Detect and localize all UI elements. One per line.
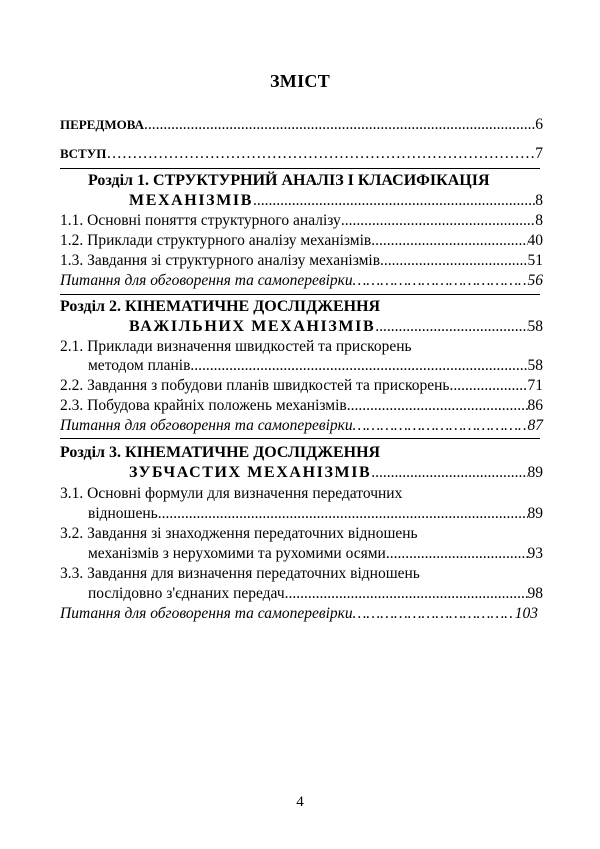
- dot-leader: [371, 464, 527, 482]
- toc-entry-page: 89: [527, 505, 543, 522]
- toc-entry-page: 87: [527, 417, 543, 434]
- toc-entry-label: 3.1. Основні формули для визначення передаточних: [60, 485, 403, 502]
- dot-leader: [106, 145, 535, 163]
- toc-entry-page: 51: [527, 252, 543, 269]
- dot-leader: [190, 357, 527, 375]
- toc-entry: [88, 545, 543, 563]
- toc-entry-label: Питання для обговорення та самоперевірки: [60, 605, 353, 622]
- toc-entry-label: 1.2. Приклади структурного аналізу механізмів: [60, 232, 372, 249]
- toc-entry-label: методом планів: [88, 357, 191, 374]
- toc-entry-page: 40: [527, 232, 543, 249]
- toc-entry-page: 93: [527, 545, 543, 562]
- toc-entry: [88, 585, 543, 603]
- toc-entry: [60, 232, 543, 250]
- divider: [60, 294, 540, 295]
- dot-leader: [347, 397, 528, 415]
- section-heading-line: [129, 318, 543, 336]
- dot-leader: [353, 605, 515, 623]
- toc-entry-label: 3.3. Завдання для визначення передаточних відношень: [60, 565, 420, 582]
- toc-entry-label: 1.3. Завдання зі структурного аналізу механізмів: [60, 252, 381, 269]
- section-heading: ВАЖІЛЬНИХ МЕХАНІЗМІВ: [129, 318, 376, 335]
- section-heading-line: [129, 192, 543, 210]
- dot-leader: [353, 417, 528, 435]
- toc-entry-page: 58: [527, 318, 543, 335]
- dot-leader: [375, 318, 527, 336]
- toc-entry-page: 71: [527, 377, 543, 394]
- toc-entry-page: 86: [527, 397, 543, 414]
- toc-entry-label: Питання для обговорення та самоперевірки: [60, 272, 353, 289]
- section-heading: Розділ 1. СТРУКТУРНИЙ АНАЛІЗ І КЛАСИФІКАЦІЯ: [88, 172, 490, 189]
- dot-leader: [380, 252, 527, 270]
- section-heading-line: [129, 464, 543, 482]
- section-heading: МЕХАНІЗМІВ: [129, 192, 253, 209]
- toc-entry-page: 6: [535, 116, 543, 133]
- section-heading: ЗУБЧАСТИХ МЕХАНІЗМІВ: [129, 464, 372, 481]
- dot-leader: [341, 212, 535, 230]
- dot-leader: [386, 545, 528, 563]
- toc-entry-page: 98: [527, 585, 543, 602]
- toc-entry-label: 3.2. Завдання зі знаходження передаточних відношень: [60, 525, 418, 542]
- divider: [60, 438, 540, 439]
- toc-entry: [60, 397, 543, 415]
- toc-entry-label: механізмів з нерухомими та рухомими осями: [88, 545, 386, 562]
- toc-entry: [88, 505, 543, 523]
- section-heading: Розділ 2. КІНЕМАТИЧНЕ ДОСЛІДЖЕННЯ: [60, 298, 381, 315]
- toc-entry-label: ВСТУП: [60, 146, 107, 161]
- dot-leader: [158, 505, 528, 523]
- toc-title: ЗМІСТ: [270, 71, 330, 91]
- toc-entry-questions: [60, 272, 543, 290]
- toc-entry-label: відношень: [88, 505, 158, 522]
- divider: [60, 168, 540, 169]
- dot-leader: [144, 116, 535, 134]
- dot-leader: [285, 585, 528, 603]
- toc-entry-page: 58: [527, 357, 543, 374]
- toc-entry-intro: [60, 145, 543, 163]
- toc-entry-page: 8: [535, 212, 543, 229]
- toc-entry: [88, 357, 543, 375]
- toc-entry-label: послідовно з'єднаних передач: [88, 585, 285, 602]
- section-heading: Розділ 3. КІНЕМАТИЧНЕ ДОСЛІДЖЕННЯ: [60, 444, 381, 461]
- toc-entry-label: 1.1. Основні поняття структурного аналізу: [60, 212, 341, 229]
- dot-leader: [449, 377, 527, 395]
- toc-entry-page: 56: [527, 272, 543, 289]
- toc-entry-label: 2.3. Побудова крайніх положень механізмів: [60, 397, 347, 414]
- toc-entry-page: 89: [527, 464, 543, 481]
- dot-leader: [253, 192, 535, 210]
- toc-entry-questions: [60, 417, 543, 435]
- page-number: 4: [296, 794, 304, 810]
- toc-entry-page: 8: [535, 192, 543, 209]
- dot-leader: [353, 272, 528, 290]
- toc-entry-questions: [60, 605, 538, 623]
- dot-leader: [371, 232, 527, 250]
- toc-entry-label: 2.1. Приклади визначення швидкостей та прискорень: [60, 338, 412, 355]
- toc-entry: [60, 212, 543, 230]
- toc-entry-page: 103: [514, 605, 538, 622]
- toc-entry-foreword: [60, 116, 543, 134]
- toc-entry: [60, 252, 543, 270]
- toc-entry-label: Питання для обговорення та самоперевірки: [60, 417, 353, 434]
- toc-entry: [60, 377, 543, 395]
- toc-entry-label: 2.2. Завдання з побудови планів швидкостей та прискорень: [60, 377, 450, 394]
- toc-entry-label: ПЕРЕДМОВА: [60, 117, 144, 132]
- toc-entry-page: 7: [535, 145, 543, 162]
